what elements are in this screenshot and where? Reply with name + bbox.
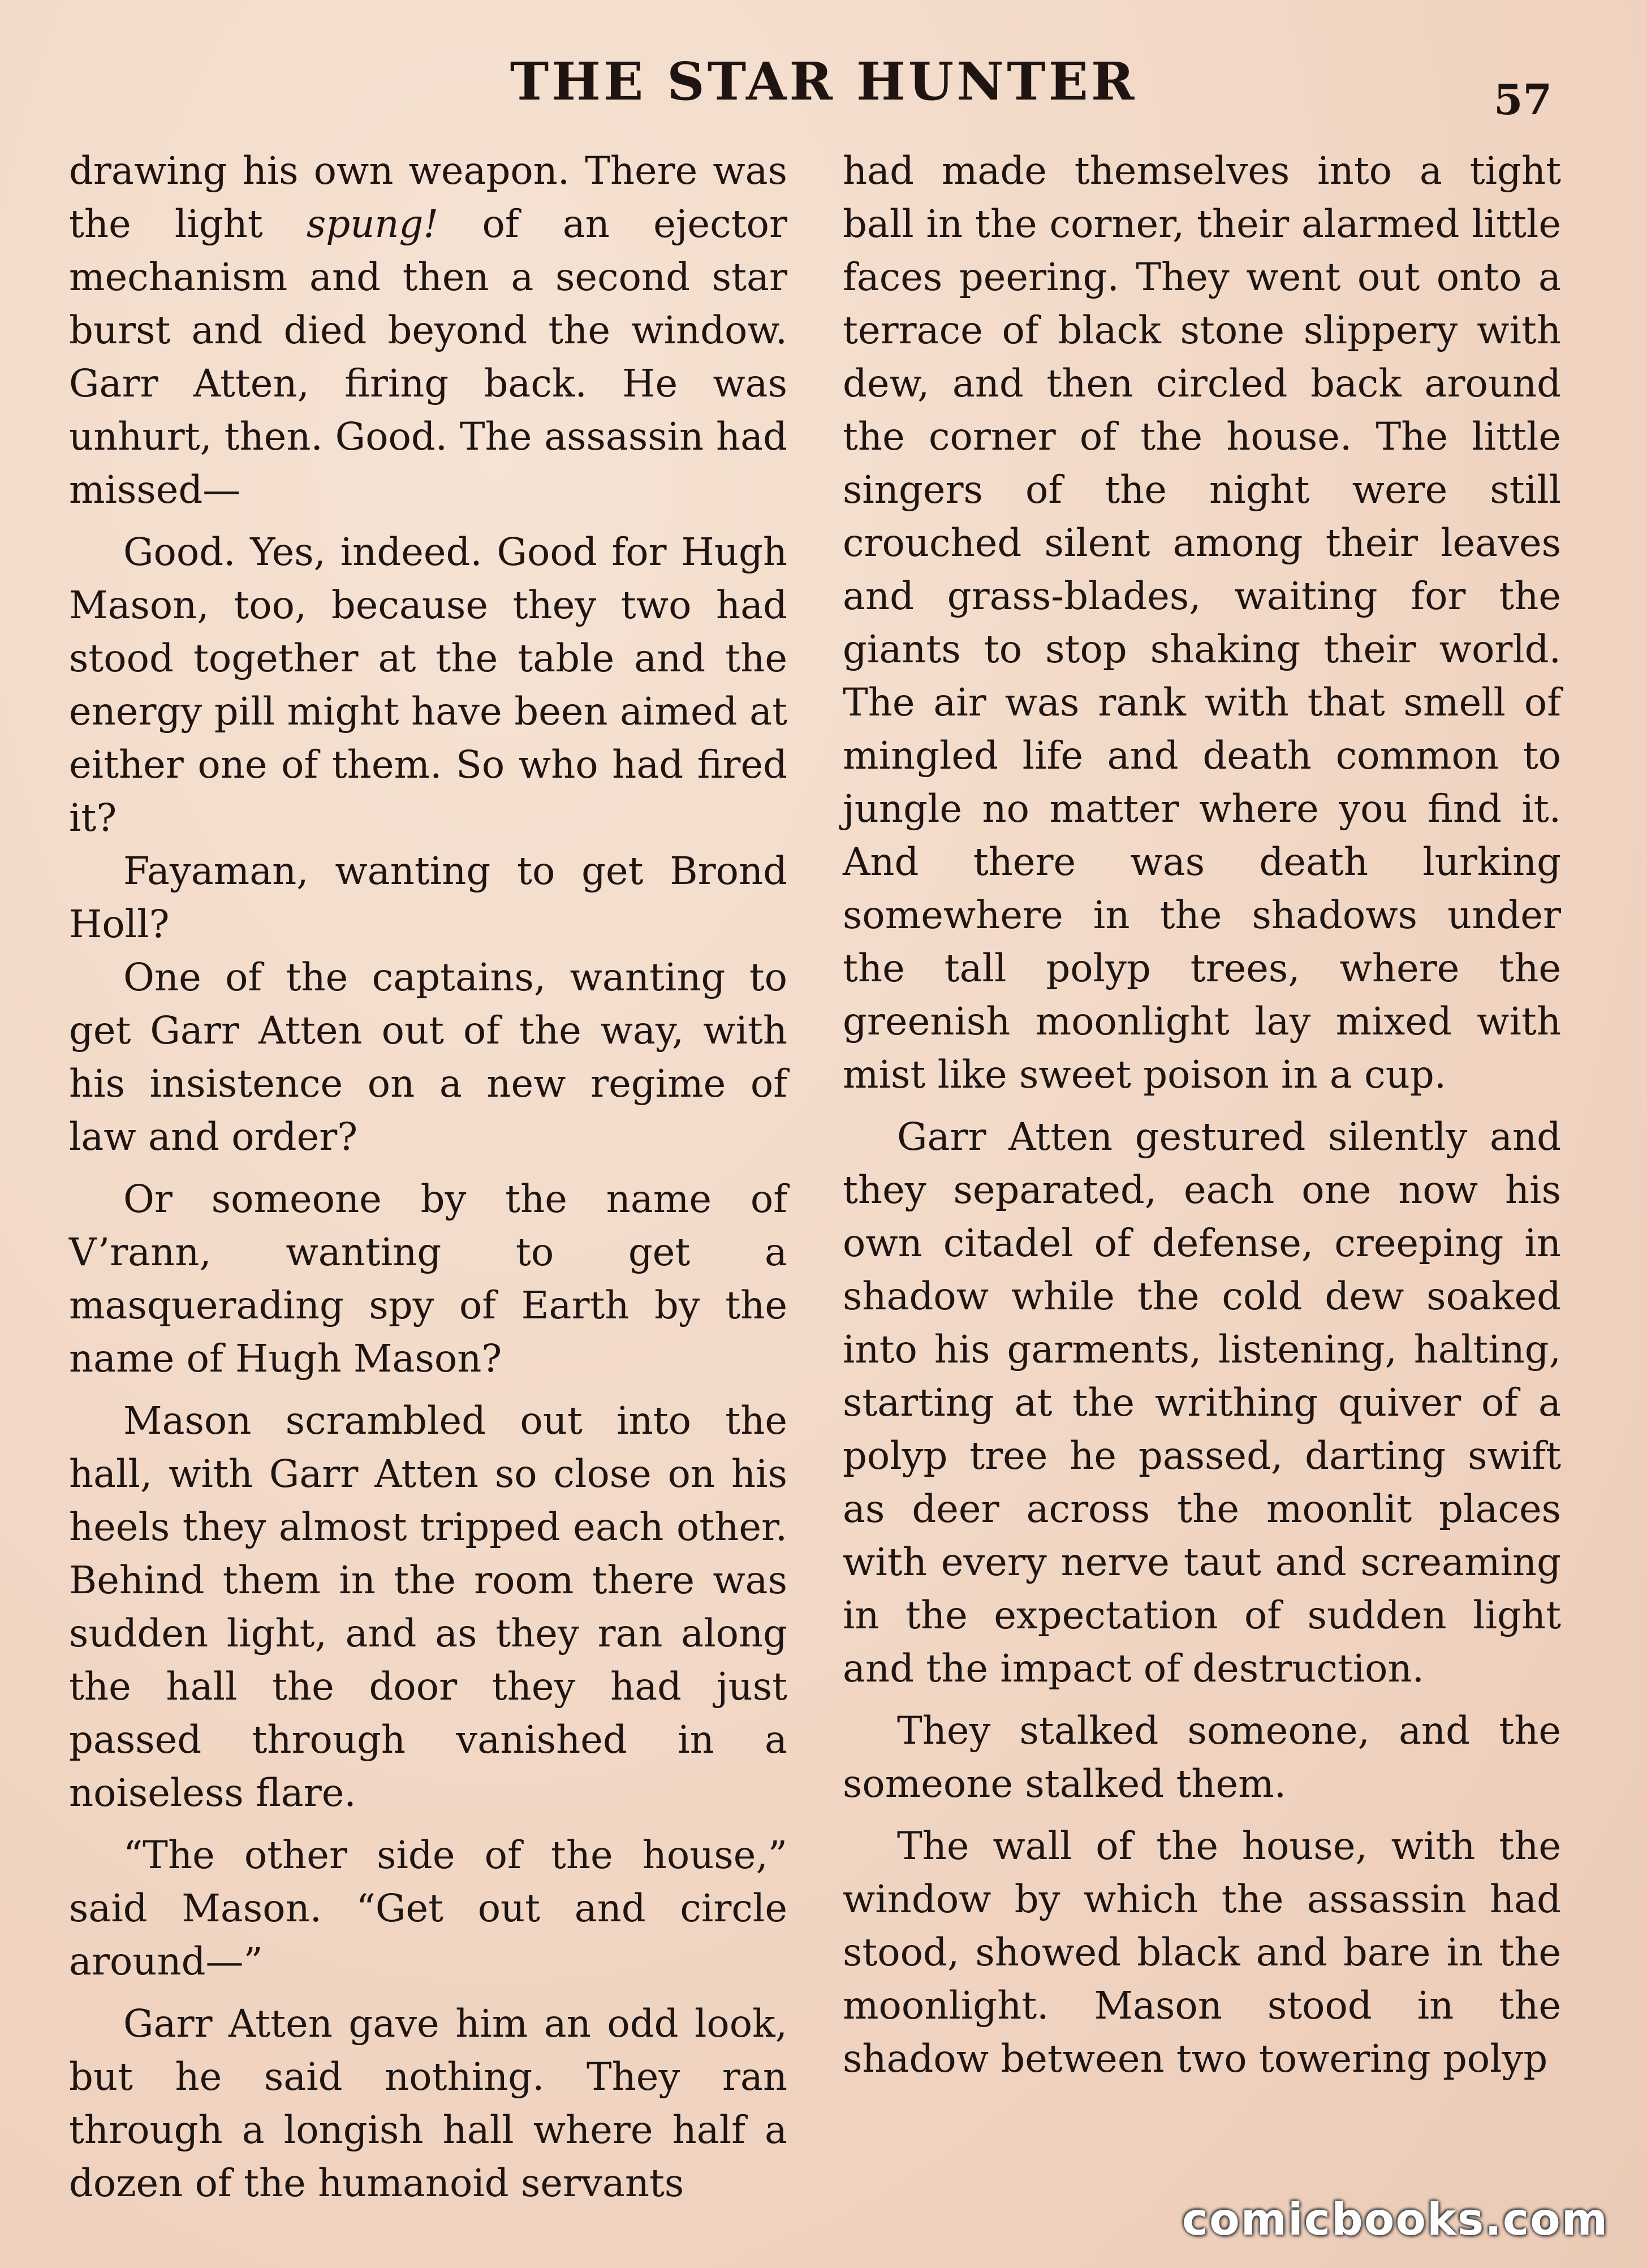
page-number: 57 [1494, 76, 1552, 124]
paragraph: Mason scrambled out into the hall, with Garr Atten so close on his heels they almost tripped each other. Behind them in the room there was sudden light, and as they ran along the hall the door they had just passed through vanished in a noiseless flare. [69, 1399, 787, 1815]
right-column [843, 144, 1561, 2094]
paragraph: Fayaman, wanting to get Brond Holl? [69, 849, 787, 946]
left-column [69, 144, 787, 2219]
paragraph-text: of an ejector mechanism and then a second star burst and died beyond the window. Garr Atten, firing back. He was unhurt, then. Good. The assassin had missed— [69, 202, 787, 512]
paragraph [69, 144, 787, 516]
emphasis-text: spung! [306, 202, 439, 246]
paragraph: “The other side of the house,” said Mason. “Get out and circle around—” [69, 1833, 787, 1984]
paragraph: The wall of the house, with the window by which the assassin had stood, showed black and bare in the moonlight. Mason stood in the shadow between two towering polyp [843, 1824, 1561, 2081]
paragraph: Garr Atten gave him an odd look, but he said nothing. They ran through a longish hall where half a dozen of the humanoid servants [69, 2002, 787, 2205]
paragraph: Good. Yes, indeed. Good for Hugh Mason, too, because they two had stood together at the table and the energy pill might have been aimed at either one of them. So who had fired it? [69, 530, 787, 840]
paragraph: They stalked someone, and the someone stalked them. [843, 1709, 1561, 1806]
paragraph: had made themselves into a tight ball in the corner, their alarmed little faces peering. They went out onto a terrace of black stone slippery with dew, and then circled back around the corner of the house. The little singers of the night were still crouched silent among their leaves and grass-blades, waiting for the giants to stop shaking their world. The air was rank with that smell of mingled life and death common to jungle no matter where you find it. And there was death lurking somewhere in the shadows under the tall polyp trees, where the greenish moonlight lay mixed with mist like sweet poison in a cup. [843, 149, 1561, 1097]
paragraph-text: drawing his own weapon. There was the light [69, 149, 787, 246]
running-head-title: THE STAR HUNTER [510, 51, 1137, 112]
watermark-logo: comicbooks.com [1182, 2194, 1609, 2245]
paragraph: One of the captains, wanting to get Garr Atten out of the way, with his insistence on a new regime of law and order? [69, 955, 787, 1159]
paragraph: Garr Atten gestured silently and they separated, each one now his own citadel of defense, creeping in shadow while the cold dew soaked into his garments, listening, halting, starting at the writhing quiver of a polyp tree he passed, darting swift as deer across the moonlit places with every nerve taut and screaming in the expectation of sudden light and the impact of destruction. [843, 1115, 1561, 1691]
paragraph: Or someone by the name of V’rann, wanting to get a masquerading spy of Earth by the name of Hugh Mason? [69, 1177, 787, 1381]
